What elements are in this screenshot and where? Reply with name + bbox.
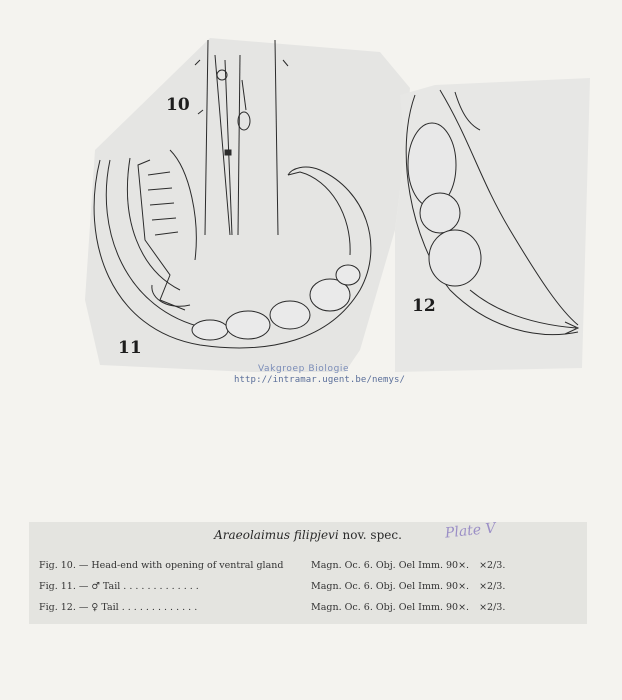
legend-magnification: Magn. Oc. 6. Obj. Oel Imm. 90×.	[311, 560, 470, 571]
legend-magnification: Magn. Oc. 6. Obj. Oel Imm. 90×.	[311, 581, 470, 592]
legend-row-fig12	[39, 602, 505, 613]
watermark-link[interactable]: http://intramar.ugent.be/nemys/	[234, 375, 406, 385]
legend-scale: ×2/3.	[479, 602, 506, 613]
legend-desc: Fig. 11. — ♂ Tail . . . . . . . . . . . . .	[39, 581, 199, 592]
legend-desc: Fig. 10. — Head-end with opening of ventral gland	[39, 560, 284, 571]
figure-11-label: 11	[118, 338, 142, 358]
species-name: Araeolaimus filipjevi	[214, 528, 339, 542]
legend-row-fig11	[39, 581, 505, 592]
legend-scale: ×2/3.	[479, 581, 506, 592]
legend-row-fig10	[39, 560, 505, 571]
legend-magnification: Magn. Oc. 6. Obj. Oel Imm. 90×.	[311, 602, 470, 613]
legend-scale: ×2/3.	[479, 560, 506, 571]
handwritten-plate-note: Plate V	[444, 520, 497, 542]
species-suffix: nov. spec.	[338, 528, 402, 542]
watermark-org: Vakgroep Biologie	[258, 364, 350, 374]
legend-title	[29, 528, 587, 542]
figure-10-label: 10	[166, 95, 190, 115]
legend-desc: Fig. 12. — ♀ Tail . . . . . . . . . . . . .	[39, 602, 198, 613]
figure-12-label: 12	[412, 296, 436, 316]
